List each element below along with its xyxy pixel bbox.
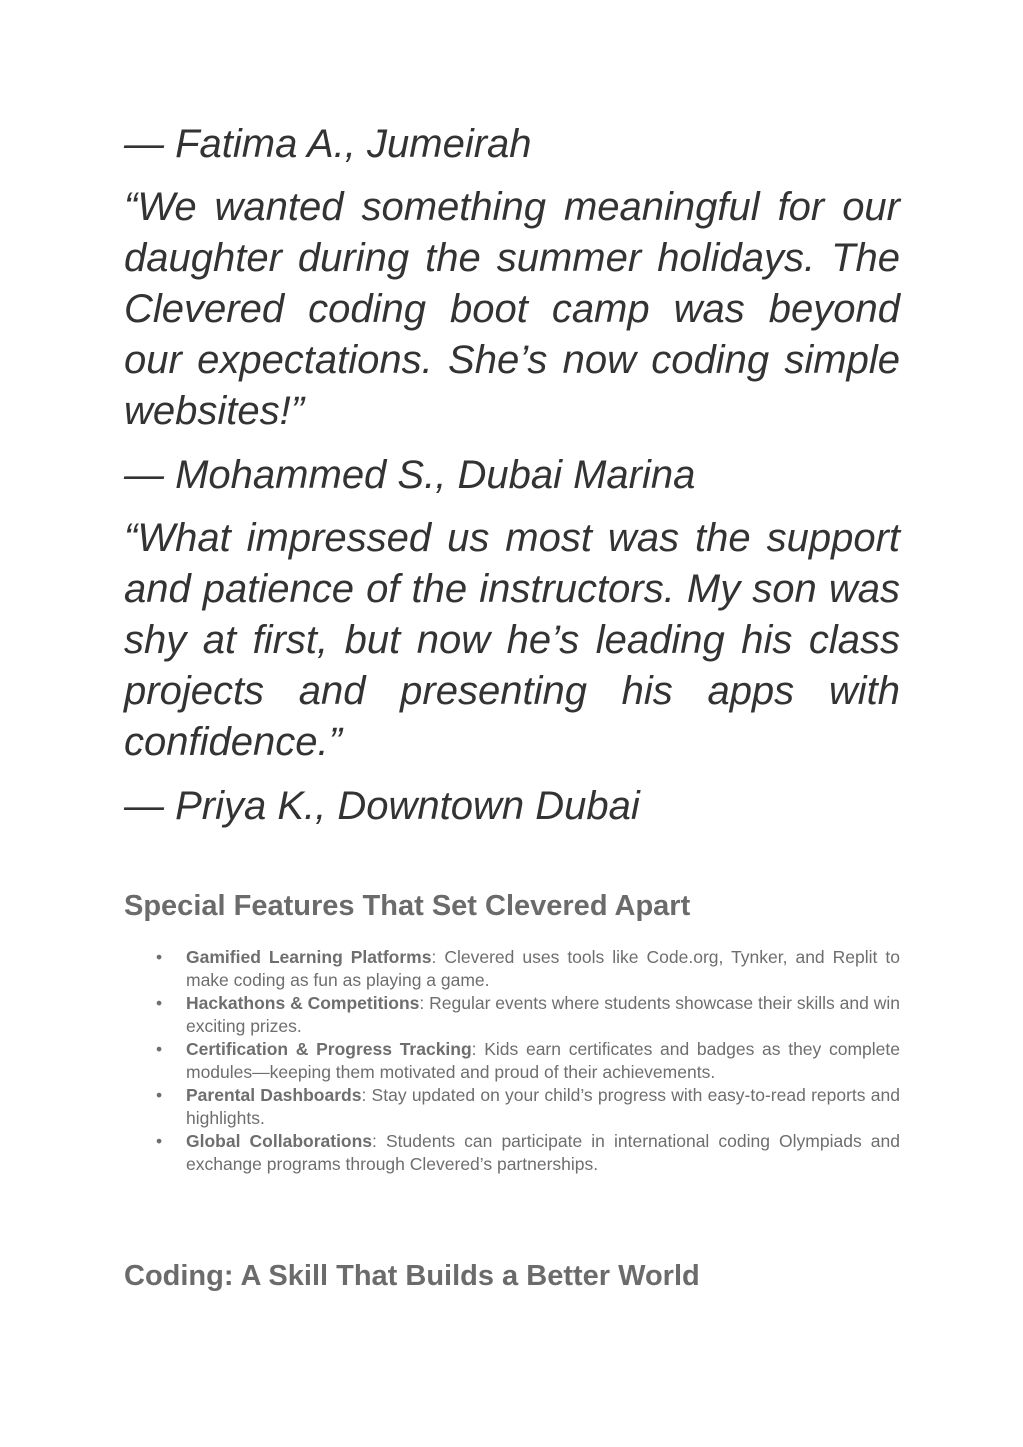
testimonial-quote: “We wanted something meaningful for our daughter during the summer holidays. The Clevered coding boot camp was beyond our expectations. She’s now coding simple websites!”	[124, 185, 900, 433]
bullet-icon: •	[156, 1085, 163, 1105]
testimonial-attribution: — Mohammed S., Dubai Marina	[124, 453, 696, 497]
features-heading: Special Features That Set Clevered Apart	[124, 890, 691, 922]
testimonial-attribution: — Priya K., Downtown Dubai	[124, 784, 640, 828]
feature-description: : Stay updated on your child’s progress with easy-to-read reports and highlights.	[186, 1085, 900, 1128]
section-heading: Coding: A Skill That Builds a Better World	[124, 1260, 700, 1292]
feature-description: : Clevered uses tools like Code.org, Tynker, and Replit to make coding as fun as playing a game.	[186, 947, 900, 990]
list-item	[156, 946, 900, 992]
feature-term: Certification & Progress Tracking	[186, 1039, 472, 1059]
bullet-icon: •	[156, 947, 163, 967]
feature-term: Gamified Learning Platforms	[186, 947, 432, 967]
list-item	[156, 992, 900, 1038]
feature-term: Global Collaborations	[186, 1131, 373, 1151]
features-list	[124, 946, 900, 1176]
document-page	[124, 118, 900, 1294]
feature-term: Parental Dashboards	[186, 1085, 362, 1105]
testimonial-quote: “What impressed us most was the support and patience of the instructors. My son was shy at first, but now he’s leading his class projects and presenting his apps with confidence.”	[124, 516, 900, 764]
bullet-icon: •	[156, 993, 163, 1013]
bullet-icon: •	[156, 1039, 163, 1059]
feature-description: : Students can participate in international coding Olympiads and exchange programs through Clevered’s partnerships.	[186, 1131, 900, 1174]
feature-description: : Kids earn certificates and badges as they complete modules—keeping them motivated and proud of their achievements.	[186, 1039, 900, 1082]
feature-term: Hackathons & Competitions	[186, 993, 420, 1013]
list-item	[156, 1130, 900, 1176]
list-item	[156, 1084, 900, 1130]
feature-description: : Regular events where students showcase their skills and win exciting prizes.	[186, 993, 900, 1036]
list-item	[156, 1038, 900, 1084]
testimonial-attribution: — Fatima A., Jumeirah	[124, 122, 532, 166]
bullet-icon: •	[156, 1131, 163, 1151]
